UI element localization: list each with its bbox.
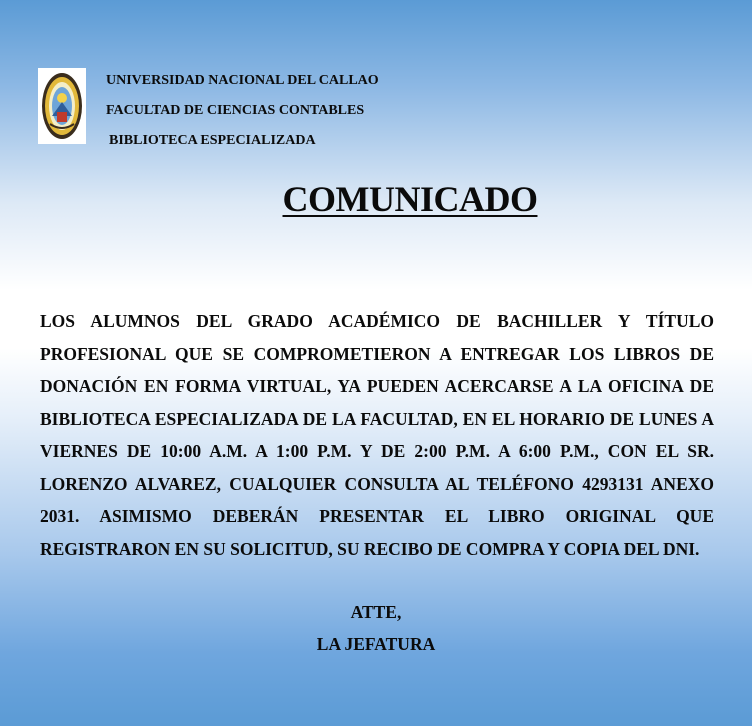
library-name: BIBLIOTECA ESPECIALIZADA [109, 133, 316, 148]
signature-closing: ATTE, [350, 602, 402, 622]
institution-header [106, 66, 379, 156]
university-name: UNIVERSIDAD NACIONAL DEL CALLAO [106, 73, 379, 88]
page-title: COMUNICADO [282, 179, 538, 219]
announcement-body: LOS ALUMNOS DEL GRADO ACADÉMICO DE BACHILLER Y TÍTULO PROFESIONAL QUE SE COMPROMETIERON A ENTREGAR LOS LIBROS DE DONACIÓN EN FORMA VIRTUAL, YA PUEDEN ACERCARSE A LA OFICINA DE BIBLIOTECA ESPECIALIZADA DE LA FACULTAD, EN EL HORARIO DE LUNES A VIERNES DE 10:00 A.M. A 1:00 P.M. Y DE 2:00 P.M. A 6:00 P.M., CON EL SR. LORENZO ALVAREZ, CUALQUIER CONSULTA AL TELÉFONO 4293131 ANEXO 2031. ASIMISMO DEBERÁN PRESENTAR EL LIBRO ORIGINAL QUE REGISTRARON EN SU SOLICITUD, SU RECIBO DE COMPRA Y COPIA DEL DNI. [40, 311, 714, 559]
signature-block [0, 596, 752, 660]
faculty-name: FACULTAD DE CIENCIAS CONTABLES [106, 103, 365, 118]
signature-signer: LA JEFATURA [316, 634, 436, 654]
university-seal-icon [38, 68, 86, 144]
